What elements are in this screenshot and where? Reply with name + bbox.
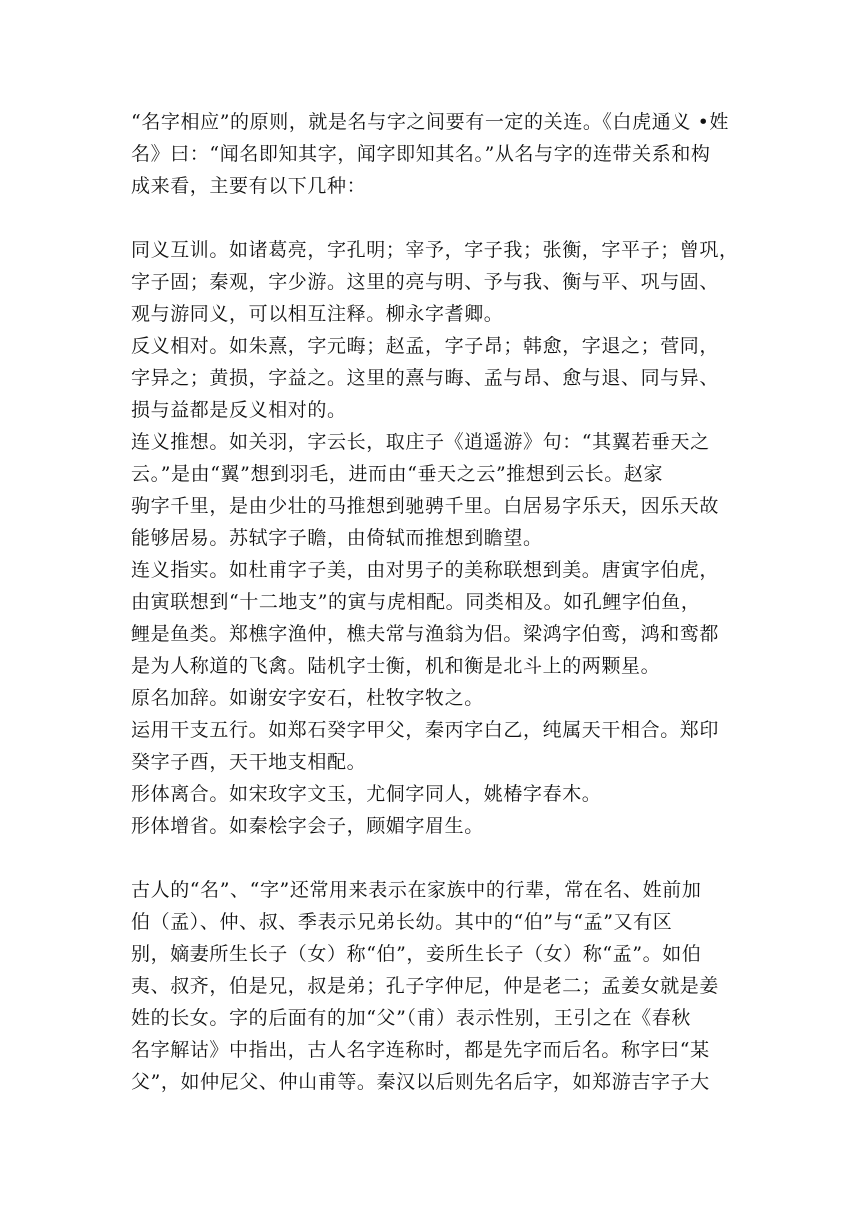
text-line: 损与益都是反义相对的。 (131, 399, 347, 421)
text-line: 连义指实。如杜甫字子美，由对男子的美称联想到美。唐寅字伯虎， (131, 559, 720, 581)
document-body (131, 106, 739, 1098)
text-line: 连义推想。如关羽，字云长，取庄子《逍遥游》句：“其翼若垂天之 (131, 431, 710, 453)
text-line: 原名加辞。如谢安字安石，杜牧字牧之。 (131, 687, 484, 709)
closing-paragraph (131, 874, 731, 1098)
text-line: 观与游同义，可以相互注释。柳永字耆卿。 (131, 303, 504, 325)
text-line: 父”，如仲尼父、仲山甫等。秦汉以后则先名后字，如郑游吉字子大 (131, 1071, 710, 1093)
text-line: 由寅联想到“十二地支”的寅与虎相配。同类相及。如孔鲤字伯鱼， (131, 591, 701, 613)
text-line: 字异之；黄损，字益之。这里的熹与晦、孟与昂、愈与退、同与异、 (131, 367, 720, 389)
text-line: 形体增省。如秦桧字会子，顾媚字眉生。 (131, 815, 484, 837)
paragraph-gap (131, 842, 731, 874)
text-line: 驹字千里，是由少壮的马推想到驰骋千里。白居易字乐天，因乐天故 (131, 495, 720, 517)
naming-types-section (131, 234, 739, 842)
text-line: 云。”是由“翼”想到羽毛，进而由“垂天之云”推想到云长。赵家 (131, 463, 664, 485)
text-line: 别，嫡妻所生长子（女）称“伯”，妾所生长子（女）称“孟”。如伯 (131, 943, 702, 965)
text-line: 姓的长女。字的后面有的加“父”（甫）表示性别，王引之在《春秋 (131, 1007, 691, 1029)
text-line: 是为人称道的飞禽。陆机字士衡，机和衡是北斗上的两颗星。 (131, 655, 661, 677)
text-line: 运用干支五行。如郑石癸字甲父，秦丙字白乙，纯属天干相合。郑印 (131, 719, 720, 741)
text-line: 成来看，主要有以下几种： (131, 175, 367, 197)
text-line: 同义互训。如诸葛亮，字孔明；宰予，字子我；张衡，字平子；曾巩， (131, 239, 739, 261)
text-line: 字子固；秦观，字少游。这里的亮与明、予与我、衡与平、巩与固、 (131, 271, 720, 293)
text-line: 名字解诂》中指出，古人名字连称时，都是先字而后名。称字曰“某 (131, 1039, 710, 1061)
text-line: 夷、叔齐，伯是兄，叔是弟；孔子字仲尼，仲是老二；孟姜女就是姜 (131, 975, 720, 997)
text-line: 伯（孟）、仲、叔、季表示兄弟长幼。其中的“伯”与“孟”又有区 (131, 911, 673, 933)
text-line: 能够居易。苏轼字子瞻，由倚轼而推想到瞻望。 (131, 527, 543, 549)
text-line: 古人的“名”、“字”还常用来表示在家族中的行辈，常在名、姓前加 (131, 879, 702, 901)
text-line: 名》曰：“闻名即知其字，闻字即知其名。”从名与字的连带关系和构 (131, 143, 711, 165)
text-line: 反义相对。如朱熹，字元晦；赵孟，字子昂；韩愈，字退之；菅同， (131, 335, 720, 357)
text-line: 鲤是鱼类。郑樵字渔仲，樵夫常与渔翁为侣。梁鸿字伯鸾，鸿和鸾都 (131, 623, 720, 645)
paragraph-gap (131, 202, 731, 234)
text-line: “名字相应”的原则，就是名与字之间要有一定的关连。《白虎通义 •姓 (131, 111, 729, 133)
text-line: 癸字子酉，天干地支相配。 (131, 751, 367, 773)
intro-paragraph (131, 106, 731, 202)
text-line: 形体离合。如宋玫字文玉，尤侗字同人，姚椿字春木。 (131, 783, 602, 805)
